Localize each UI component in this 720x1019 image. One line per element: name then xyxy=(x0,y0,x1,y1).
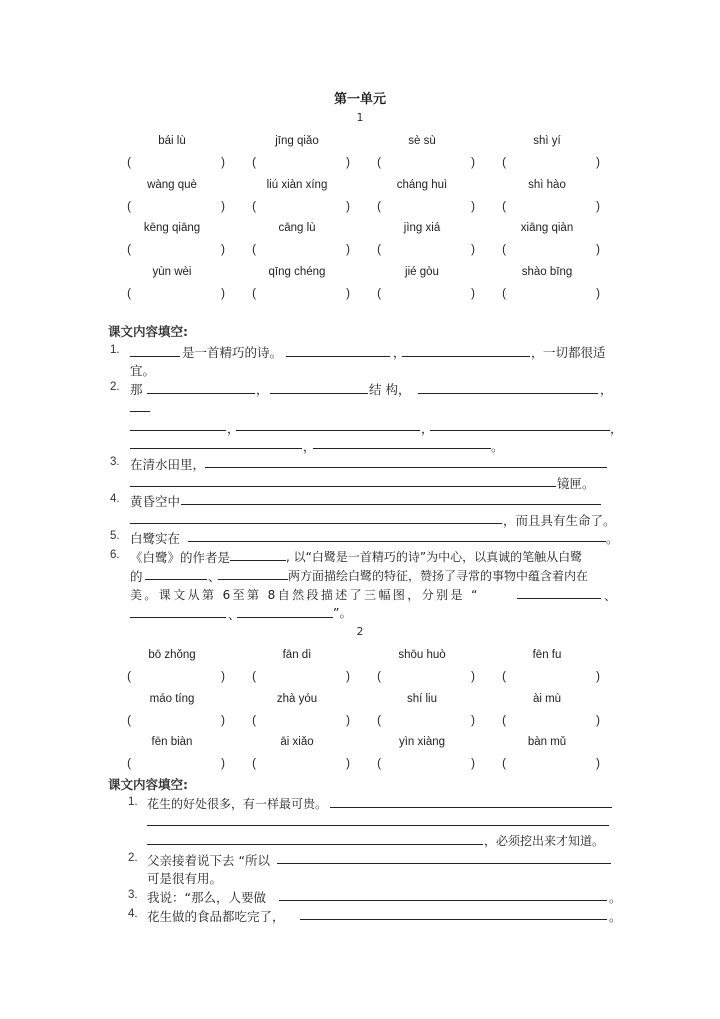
open-paren: ( xyxy=(127,714,131,727)
pinyin-prompt: bái lù xyxy=(158,135,186,147)
blank[interactable] xyxy=(147,393,255,394)
blank[interactable] xyxy=(130,356,180,357)
open-paren: ( xyxy=(252,244,256,256)
item-text: 可是很有用。 xyxy=(147,871,223,886)
item-text: 美。课文从第 6至第 8自然段描述了三幅图，分别是 “ xyxy=(130,588,480,602)
close-paren: ) xyxy=(596,671,600,683)
blank[interactable] xyxy=(218,579,288,580)
item-text: 在清水田里， xyxy=(130,457,206,472)
item-text: 两方面描绘白鹭的特征，赞扬了寻常的事物中蕴含着内在 xyxy=(288,569,589,583)
open-paren: ( xyxy=(377,200,381,213)
open-paren: ( xyxy=(127,758,131,770)
open-paren: ( xyxy=(377,671,381,683)
item-text: 父亲接着说下去 “所以 xyxy=(147,853,270,868)
open-paren: ( xyxy=(252,157,256,169)
item-number: 3. xyxy=(128,889,138,901)
item-text: ， xyxy=(610,421,623,436)
close-paren: ) xyxy=(596,758,600,770)
pinyin-prompt: liú xiàn xíng xyxy=(266,178,328,191)
pinyin-prompt: kēng qiāng xyxy=(143,222,201,234)
item-text: 。 xyxy=(609,890,622,905)
close-paren: ) xyxy=(346,244,350,256)
item-text: ”。 xyxy=(333,605,352,620)
blank[interactable] xyxy=(130,486,556,487)
open-paren: ( xyxy=(502,714,506,727)
close-paren: ) xyxy=(596,244,600,256)
lesson-1-fill-heading: 课文内容填空: xyxy=(108,324,188,339)
pinyin-prompt: xiāng qiàn xyxy=(520,222,574,234)
item-text: ， xyxy=(393,345,406,360)
close-paren: ) xyxy=(346,714,350,727)
close-paren: ) xyxy=(596,287,600,300)
pinyin-prompt: ài mù xyxy=(532,692,562,705)
close-paren: ) xyxy=(221,200,225,213)
close-paren: ) xyxy=(221,287,225,300)
pinyin-prompt: fēn fu xyxy=(532,649,562,661)
blank[interactable] xyxy=(277,863,611,864)
blank[interactable] xyxy=(145,579,207,580)
pinyin-prompt: shì yí xyxy=(533,135,561,147)
open-paren: ( xyxy=(377,287,381,300)
item-text: ，必须挖出来才知道。 xyxy=(484,834,605,848)
close-paren: ) xyxy=(596,200,600,213)
pinyin-prompt: sè sù xyxy=(408,135,436,147)
pinyin-prompt: cāng lù xyxy=(278,222,316,234)
blank[interactable] xyxy=(130,430,226,431)
open-paren: ( xyxy=(252,714,256,727)
blank[interactable] xyxy=(236,430,420,431)
close-paren: ) xyxy=(596,714,600,727)
close-paren: ) xyxy=(221,758,225,770)
close-paren: ) xyxy=(346,200,350,213)
item-number: 4. xyxy=(128,908,138,920)
item-text: 是一首精巧的诗。 xyxy=(182,345,283,360)
pinyin-prompt: āi xiǎo xyxy=(280,736,314,748)
item-text: , 以“白鹭是一首精巧的诗”为中心，以真诚的笔触从白鹭 xyxy=(286,550,583,564)
pinyin-prompt: wàng què xyxy=(147,178,197,191)
close-paren: ) xyxy=(346,758,350,770)
pinyin-prompt: fān dì xyxy=(282,649,312,661)
pinyin-prompt: máo tíng xyxy=(149,692,195,705)
blank[interactable] xyxy=(330,807,612,808)
pinyin-prompt: bàn mǔ xyxy=(527,736,567,748)
blank[interactable] xyxy=(130,411,150,412)
lesson-1-number: 1 xyxy=(356,111,364,124)
open-paren: ( xyxy=(377,714,381,727)
item-text: 。 xyxy=(491,439,504,454)
close-paren: ) xyxy=(221,157,225,169)
item-text: ， xyxy=(227,421,240,436)
close-paren: ) xyxy=(596,157,600,169)
close-paren: ) xyxy=(221,244,225,256)
pinyin-prompt: shào bīng xyxy=(521,265,573,278)
open-paren: ( xyxy=(127,200,131,213)
open-paren: ( xyxy=(127,244,131,256)
pinyin-prompt: jié gòu xyxy=(405,265,439,278)
pinyin-prompt: fēn biàn xyxy=(151,736,193,748)
blank[interactable] xyxy=(130,617,226,618)
close-paren: ) xyxy=(346,157,350,169)
close-paren: ) xyxy=(471,200,475,213)
item-text: 的 xyxy=(130,569,143,584)
item-text: 我说：“那么，人要做 xyxy=(147,890,266,905)
pinyin-prompt: qīng chéng xyxy=(268,265,326,278)
pinyin-prompt: yìn xiàng xyxy=(398,736,446,748)
item-text: 。 xyxy=(606,531,619,546)
blank[interactable] xyxy=(270,393,368,394)
item-text: 那 xyxy=(130,382,143,397)
item-number: 1. xyxy=(110,344,120,356)
blank[interactable] xyxy=(230,560,286,561)
item-text: 镜匣。 xyxy=(557,476,595,491)
item-number: 1. xyxy=(128,796,138,808)
item-number: 3. xyxy=(110,456,120,468)
pinyin-prompt: jīng qiǎo xyxy=(275,135,319,147)
lesson-2-number: 2 xyxy=(356,625,364,638)
pinyin-prompt: cháng huì xyxy=(396,178,448,191)
lesson-2-fill-heading: 课文内容填空: xyxy=(108,777,188,792)
blank[interactable] xyxy=(300,919,607,920)
blank[interactable] xyxy=(130,523,502,524)
blank[interactable] xyxy=(313,448,491,449)
item-text: 宜。 xyxy=(130,363,156,378)
item-number: 2. xyxy=(128,852,138,864)
open-paren: ( xyxy=(127,157,131,169)
item-text: 、 xyxy=(208,569,221,584)
pinyin-prompt: shí liu xyxy=(406,692,438,705)
item-text: 、 xyxy=(228,607,241,622)
pinyin-prompt: shì hào xyxy=(528,178,566,191)
pinyin-prompt: bō zhǒng xyxy=(148,649,196,661)
item-text: ， xyxy=(256,382,269,397)
blank[interactable] xyxy=(130,448,302,449)
pinyin-prompt: shōu huò xyxy=(398,649,446,661)
blank[interactable] xyxy=(237,617,333,618)
close-paren: ) xyxy=(346,671,350,683)
item-text: ， xyxy=(600,382,613,397)
pinyin-prompt: jìng xiá xyxy=(403,222,441,234)
item-text: 、 xyxy=(604,588,617,603)
item-number: 2. xyxy=(110,381,120,393)
pinyin-prompt: yùn wèi xyxy=(152,265,192,278)
blank[interactable] xyxy=(205,467,607,468)
close-paren: ) xyxy=(471,671,475,683)
blank[interactable] xyxy=(286,356,390,357)
open-paren: ( xyxy=(502,758,506,770)
item-text: 花生的好处很多，有一样最可贵。 xyxy=(147,797,328,811)
close-paren: ) xyxy=(221,671,225,683)
close-paren: ) xyxy=(471,157,475,169)
blank[interactable] xyxy=(147,844,483,845)
open-paren: ( xyxy=(502,200,506,213)
close-paren: ) xyxy=(346,287,350,300)
open-paren: ( xyxy=(502,157,506,169)
open-paren: ( xyxy=(377,157,381,169)
blank[interactable] xyxy=(517,598,601,599)
item-text: ， xyxy=(531,345,544,360)
item-number: 4. xyxy=(110,493,120,505)
unit-title: 第一单元 xyxy=(333,92,386,107)
close-paren: ) xyxy=(221,714,225,727)
open-paren: ( xyxy=(502,287,506,300)
item-text: 《白鹭》的作者是 xyxy=(130,550,231,565)
close-paren: ) xyxy=(471,244,475,256)
close-paren: ) xyxy=(471,714,475,727)
pinyin-prompt: zhà yóu xyxy=(276,692,318,705)
item-text: 花生做的食品都吃完了， xyxy=(147,909,285,924)
item-text: 。 xyxy=(609,909,622,924)
blank[interactable] xyxy=(147,825,609,826)
item-text: ，而且具有生命了。 xyxy=(503,513,616,528)
item-text: ， xyxy=(303,439,316,454)
open-paren: ( xyxy=(252,287,256,300)
open-paren: ( xyxy=(252,758,256,770)
close-paren: ) xyxy=(471,758,475,770)
blank[interactable] xyxy=(279,900,607,901)
blank[interactable] xyxy=(188,541,606,542)
open-paren: ( xyxy=(377,244,381,256)
item-text: 结 构， xyxy=(369,382,411,397)
item-text: 一切都很适 xyxy=(543,345,606,360)
open-paren: ( xyxy=(377,758,381,770)
blank[interactable] xyxy=(402,356,530,357)
open-paren: ( xyxy=(252,671,256,683)
open-paren: ( xyxy=(127,287,131,300)
close-paren: ) xyxy=(471,287,475,300)
blank[interactable] xyxy=(418,393,598,394)
blank[interactable] xyxy=(430,430,610,431)
open-paren: ( xyxy=(502,671,506,683)
blank[interactable] xyxy=(181,504,601,505)
item-text: ， xyxy=(421,421,434,436)
open-paren: ( xyxy=(502,244,506,256)
open-paren: ( xyxy=(252,200,256,213)
item-number: 5. xyxy=(110,530,120,542)
open-paren: ( xyxy=(127,671,131,683)
item-text: 白鹭实在 xyxy=(130,531,181,546)
item-number: 6. xyxy=(110,549,120,561)
item-text: 黄昏空中 xyxy=(130,494,181,509)
